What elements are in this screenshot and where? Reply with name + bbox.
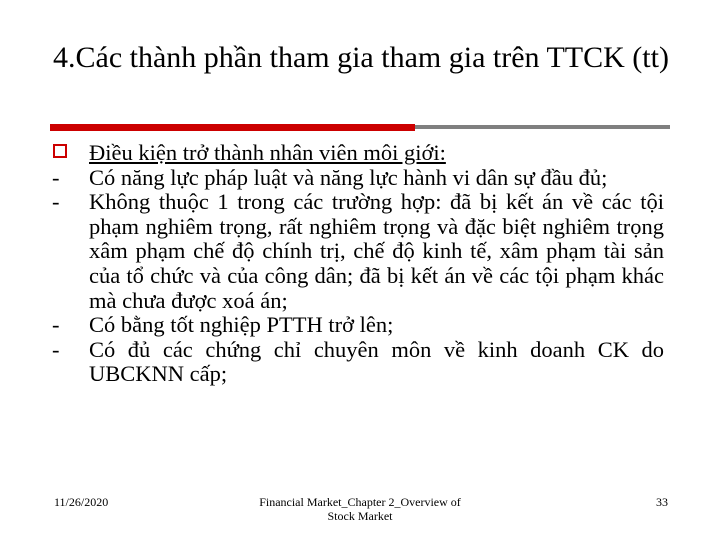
heading-row xyxy=(52,141,664,166)
title-underline-accent xyxy=(50,124,415,131)
footer-date: 11/26/2020 xyxy=(54,495,109,509)
slide-body xyxy=(52,141,664,387)
page-number: 33 xyxy=(656,495,668,509)
list-item-text: Có đủ các chứng chỉ chuyên môn về kinh doanh CK do UBCKNN cấp; xyxy=(89,336,664,387)
checkbox-bullet-icon xyxy=(53,144,67,158)
list-item-text: Có năng lực pháp luật và năng lực hành vi dân sự đầu đủ; xyxy=(89,164,608,190)
dash-bullet: - xyxy=(52,336,60,362)
list-item-text: Có bằng tốt nghiệp PTTH trở lên; xyxy=(89,312,394,338)
list-item xyxy=(52,338,664,387)
list-item xyxy=(52,166,664,191)
list-item-text: Không thuộc 1 trong các trường hợp: đã bị kết án về các tội phạm nghiêm trọng, rất nghiêm trọng và đặc biệt nghiêm trọng xâm phạm chế độ chính trị, chế độ kinh tế, xâm phạm tài sản của tổ chức và của công dân; đã bị kết án về các tội phạm khác mà chưa được xoá án; xyxy=(89,189,664,313)
slide-title: 4.Các thành phần tham gia tham gia trên TTCK (tt) xyxy=(53,41,669,74)
dash-bullet: - xyxy=(52,164,60,190)
footer-title-line-2: Stock Market xyxy=(327,509,393,523)
dash-bullet: - xyxy=(52,189,60,215)
section-heading: Điều kiện trở thành nhân viên môi giới: xyxy=(89,140,446,165)
dash-bullet: - xyxy=(52,312,60,338)
footer-title-line-1: Financial Market_Chapter 2_Overview of xyxy=(259,495,461,509)
list-item xyxy=(52,313,664,338)
list-item xyxy=(52,190,664,313)
footer-title xyxy=(240,495,480,523)
